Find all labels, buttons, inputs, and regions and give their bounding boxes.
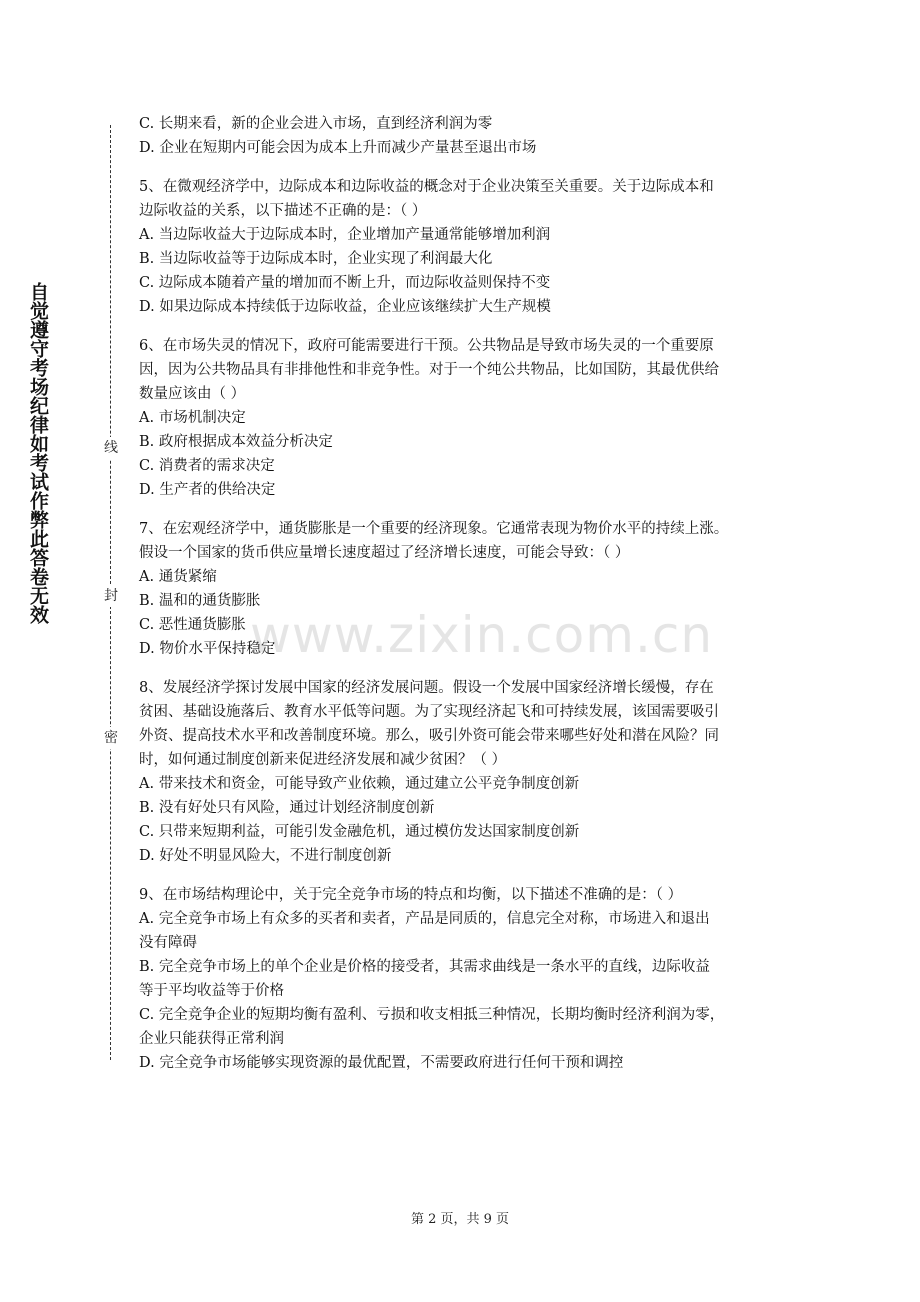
watermark: www.zixin.com.cn: [250, 606, 714, 664]
option-line: C. 消费者的需求决定: [139, 458, 275, 474]
question-content: [139, 112, 789, 1075]
page-footer: 第 2 页，共 9 页: [410, 1212, 510, 1227]
question-stem-line: 时，如何通过制度创新来促进经济发展和减少贫困？（ ）: [139, 752, 507, 768]
question-stem-line: 7、在宏观经济学中，通货膨胀是一个重要的经济现象。它通常表现为物价水平的持续上涨。: [139, 521, 729, 537]
option-line: C. 完全竞争企业的短期均衡有盈利、亏损和收支相抵三种情况，长期均衡时经济利润为零，: [139, 1007, 725, 1023]
option-line: D. 完全竞争市场能够实现资源的最优配置，不需要政府进行任何干预和调控: [139, 1055, 624, 1071]
option-line: B. 温和的通货膨胀: [139, 593, 261, 609]
question-stem-line: 9、在市场结构理论中，关于完全竞争市场的特点和均衡，以下描述不准确的是：（ ）: [139, 887, 683, 903]
option-line: D. 企业在短期内可能会因为成本上升而减少产量甚至退出市场: [139, 140, 537, 156]
option-line: C. 只带来短期利益，可能引发金融危机，通过模仿发达国家制度创新: [139, 824, 580, 840]
question-stem-line: 因，因为公共物品具有非排他性和非竞争性。对于一个纯公共物品，比如国防，其最优供给: [139, 362, 719, 378]
option-line: C. 边际成本随着产量的增加而不断上升，而边际收益则保持不变: [139, 275, 551, 291]
option-line: A. 当边际收益大于边际成本时，企业增加产量通常能够增加利润: [139, 227, 551, 243]
option-line: C. 长期来看，新的企业会进入市场，直到经济利润为零: [139, 116, 493, 132]
option-line: B. 当边际收益等于边际成本时，企业实现了利润最大化: [139, 251, 493, 267]
option-line: B. 没有好处只有风险，通过计划经济制度创新: [139, 800, 435, 816]
question-9: [139, 883, 789, 1075]
question-stem-line: 外资、提高技术水平和改善制度环境。那么，吸引外资可能会带来哪些好处和潜在风险？同: [139, 728, 719, 744]
question-stem-line: 5、在微观经济学中，边际成本和边际收益的概念对于企业决策至关重要。关于边际成本和: [139, 179, 714, 195]
question-stem-line: 8、发展经济学探讨发展中国家的经济发展问题。假设一个发展中国家经济增长缓慢，存在: [139, 680, 714, 696]
option-line: A. 带来技术和资金，可能导致产业依赖，通过建立公平竞争制度创新: [139, 776, 580, 792]
option-line: D. 物价水平保持稳定: [139, 641, 276, 657]
option-line: 企业只能获得正常利润: [139, 1031, 284, 1047]
binding-mark-line: 线: [102, 437, 120, 459]
option-line: 等于平均收益等于价格: [139, 983, 284, 999]
question-stem-line: 边际收益的关系，以下描述不正确的是：（ ）: [139, 203, 427, 219]
question-stem-line: 贫困、基础设施落后、教育水平低等问题。为了实现经济起飞和可持续发展，该国需要吸引: [139, 704, 719, 720]
option-line: B. 完全竞争市场上的单个企业是价格的接受者，其需求曲线是一条水平的直线，边际收益: [139, 959, 710, 975]
option-line: C. 恶性通货膨胀: [139, 617, 246, 633]
question-8: [139, 676, 789, 868]
option-line: A. 市场机制决定: [139, 410, 246, 426]
question-stem-line: 数量应该由（ ）: [139, 386, 246, 402]
option-line: B. 政府根据成本效益分析决定: [139, 434, 333, 450]
option-line: A. 通货紧缩: [139, 569, 217, 585]
exam-discipline-notice: 自觉遵守考场纪律如考试作弊此答卷无效: [27, 282, 49, 624]
binding-mark-secret: 密: [102, 727, 120, 749]
option-line: 没有障碍: [139, 935, 197, 951]
option-line: D. 好处不明显风险大，不进行制度创新: [139, 848, 392, 864]
question-stem-line: 6、在市场失灵的情况下，政府可能需要进行干预。公共物品是导致市场失灵的一个重要原: [139, 338, 714, 354]
option-line: D. 如果边际成本持续低于边际收益，企业应该继续扩大生产规模: [139, 299, 551, 315]
option-line: A. 完全竞争市场上有众多的买者和卖者，产品是同质的，信息完全对称，市场进入和退出: [139, 911, 710, 927]
binding-mark-seal: 封: [102, 585, 120, 607]
question-6: [139, 334, 789, 502]
question-5: [139, 175, 789, 319]
question-stem-line: 假设一个国家的货币供应量增长速度超过了经济增长速度，可能会导致：（ ）: [139, 545, 630, 561]
option-line: D. 生产者的供给决定: [139, 482, 276, 498]
